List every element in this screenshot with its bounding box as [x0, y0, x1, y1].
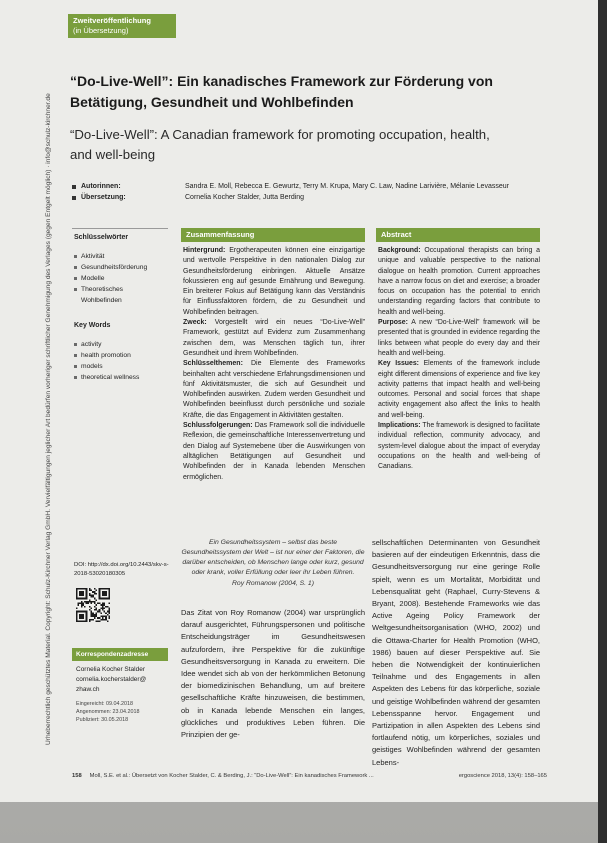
footer-journal: ergoscience 2018, 13(4): 158–165	[458, 773, 547, 779]
qr-module	[94, 591, 96, 593]
qr-module	[108, 607, 110, 609]
bullet-square-icon	[74, 288, 77, 291]
qr-module	[92, 619, 94, 621]
abstract-paragraph	[378, 421, 540, 472]
qr-module	[91, 612, 93, 614]
qr-module	[102, 619, 104, 621]
paragraph-label: Implications:	[378, 422, 421, 430]
qr-module	[100, 607, 102, 609]
date-line: Publiziert: 30.05.2018	[76, 717, 129, 723]
qr-module	[91, 619, 93, 621]
qr-module	[87, 603, 89, 605]
qr-module	[91, 596, 93, 598]
paragraph-text: Elements of the framework include eight different dimensions of experience and five key activity patterns that impact health and well-being outcomes. Personal and social forces that shape activity engagement also affect the links to health and well-being.	[378, 360, 540, 419]
qr-module	[89, 620, 91, 622]
bullet-square-icon	[72, 185, 76, 189]
qr-module	[95, 590, 97, 592]
paragraph-text: The framework is designed to facilitate individual reflection, community advocacy, and system-level dialogue about the impact of everyday occupations on the health and well-being of Canadians.	[378, 422, 540, 471]
date-line: Eingereicht: 09.04.2018	[76, 701, 133, 707]
qr-module	[104, 603, 106, 605]
bullet-square-icon	[74, 343, 77, 346]
keyword-text: Gesundheitsförderung	[81, 264, 148, 271]
correspondence-heading: Korrespondenzadresse	[72, 648, 168, 661]
bullet-square-icon	[74, 266, 77, 269]
qr-module	[82, 603, 84, 605]
copyright-margin-notice: Urheberrechtlich geschütztes Material. Copyright: Schulz-Kirchner Verlag GmbH. Vervielfältigungen jeglicher Art bedürfen vorheriger schriftlicher Genehmigung des Verlages (gegen Entgelt möglich) · info@schulz-kirchner.de	[45, 93, 52, 745]
authors-list: Sandra E. Moll, Rebecca E. Gewurtz, Terry M. Krupa, Mary C. Law, Nadine Larivière, Mélanie Levasseur	[185, 183, 509, 190]
qr-module	[94, 588, 96, 590]
qr-module	[99, 603, 101, 605]
qr-module	[105, 616, 107, 618]
qr-module	[102, 606, 104, 608]
qr-module	[99, 617, 101, 619]
qr-module	[89, 619, 91, 621]
qr-module	[95, 599, 97, 601]
qr-module	[100, 616, 102, 618]
correspondence-address	[76, 665, 168, 695]
correspondence-email-part-1: cornelia.kocherstalder@	[76, 676, 147, 683]
qr-module	[92, 601, 94, 603]
qr-module	[97, 603, 99, 605]
publication-dates	[76, 700, 168, 724]
qr-module	[94, 593, 96, 595]
page-number: 158	[72, 773, 82, 779]
qr-module	[91, 603, 93, 605]
qr-module	[104, 616, 106, 618]
keyword-item	[72, 372, 162, 383]
abstract-paragraph	[378, 318, 540, 359]
qr-module	[94, 609, 96, 611]
qr-module	[91, 590, 93, 592]
paragraph-label: Zweck:	[183, 319, 207, 327]
date-line: Angenommen: 23.04.2018	[76, 709, 140, 715]
qr-module	[79, 603, 81, 605]
qr-module	[76, 607, 78, 609]
qr-module	[105, 619, 107, 621]
abstract-paragraph	[378, 246, 540, 318]
qr-module	[91, 594, 93, 596]
qr-module	[97, 617, 99, 619]
quote-text: Ein Gesundheitssystem – selbst das beste Gesundheitssystem der Welt – ist nur einer der Faktoren, die darüber entscheiden, ob Menschen lange oder kurz, gesund oder krank, voller Erfüllung oder leer ihr Leben führen.	[181, 539, 365, 576]
abstract-heading: Abstract	[376, 228, 540, 242]
qr-module	[94, 614, 96, 616]
qr-module	[104, 607, 106, 609]
qr-module	[86, 603, 88, 605]
page-footer	[72, 772, 547, 780]
keyword-text: Aktivität	[81, 253, 105, 260]
qr-module	[92, 616, 94, 618]
qr-module	[105, 617, 107, 619]
qr-module	[91, 614, 93, 616]
title-german-line-2: Betätigung, Gesundheit und Wohlbefinden	[70, 94, 354, 110]
qr-module	[104, 611, 106, 613]
bullet-square-icon	[74, 277, 77, 280]
qr-module	[92, 591, 94, 593]
keywords-sidebar	[72, 228, 168, 397]
qr-module	[95, 609, 97, 611]
qr-module	[95, 616, 97, 618]
qr-module	[92, 614, 94, 616]
bullet-square-icon	[74, 255, 77, 258]
qr-module	[97, 611, 99, 613]
qr-module	[91, 616, 93, 618]
qr-module	[94, 603, 96, 605]
qr-module	[78, 604, 80, 606]
bullet-square-icon	[74, 376, 77, 379]
bullet-square-icon	[74, 354, 77, 357]
correspondence-email-part-2: zhaw.ch	[76, 686, 100, 693]
qr-module	[84, 606, 86, 608]
keyword-item	[72, 361, 162, 372]
qr-module	[94, 606, 96, 608]
qr-module	[104, 619, 106, 621]
keywords-english-heading: Key Words	[74, 322, 111, 329]
qr-module	[89, 601, 91, 603]
summary-paragraph	[183, 359, 365, 421]
footer-citation: Moll, S.E. et al.: Übersetzt von Kocher Stalder, C. & Berding, J.: “Do-Live-Well”: Ein kanadisches Framework ...	[89, 773, 374, 779]
qr-module	[108, 612, 110, 614]
authors-label: Autorinnen:	[81, 183, 121, 190]
paragraph-text: A new “Do-Live-Well” framework will be presented that is grounded in evidence regarding the links between what people do every day and their health and well-being.	[378, 319, 540, 357]
keyword-text: health promotion	[81, 352, 131, 359]
scan-edge	[598, 0, 607, 843]
title-english	[70, 125, 490, 165]
qr-module	[102, 609, 104, 611]
qr-module	[92, 594, 94, 596]
title-english-line-1: “Do-Live-Well”: A Canadian framework for promoting occupation, health,	[70, 127, 490, 142]
qr-module	[78, 603, 80, 605]
qr-module	[89, 609, 91, 611]
keyword-item	[72, 262, 162, 273]
qr-module	[94, 601, 96, 603]
qr-module	[105, 612, 107, 614]
zusammenfassung-text	[183, 246, 365, 483]
qr-module	[95, 604, 97, 606]
qr-module	[87, 601, 89, 603]
keyword-item	[72, 273, 162, 284]
qr-module	[81, 606, 83, 608]
keyword-text: Theoretisches Wohlbefinden	[81, 286, 124, 304]
keyword-item	[72, 284, 162, 306]
qr-module	[95, 607, 97, 609]
keyword-item	[72, 350, 162, 361]
paragraph-text: Vorgestellt wird ein neues “Do-Live-Well” Framework, gestützt auf Evidenz zum Zusammenhang zwischen dem, was Menschen täglich tun, ihrer Gesundheit und ihrem Wohlbefinden.	[183, 319, 365, 357]
qr-module	[95, 614, 97, 616]
keyword-item	[72, 251, 162, 262]
paragraph-text: Occupational therapists can bring a unique and valuable perspective to the national dialogue on health promotion. Current approaches have a narrow focus on diet and exercise; a broader focus on occupation has the potential to enrich understanding regarding factors that contribute to health and well-being.	[378, 247, 540, 316]
keyword-text: models	[81, 363, 103, 370]
qr-module	[108, 616, 110, 618]
paragraph-text: Die Elemente des Frameworks beinhalten acht verschiedene Erfahrungsdimensionen und fünf Aktivitätsmuster, die sich auf Gesundheit und Wohlbefinden auswirken. Zudem werden Gesundheit und Wohlbefinden beeinflusst durch persönliche und soziale Kräfte, die das Engagement in Aktivitäten gestalten.	[183, 360, 366, 419]
body-text-right-column: sellschaftlichen Determinanten von Gesundheit basieren auf der eindeutigen Erkenntnis, dass die Gesundheitsversorgung nur eine geringe Rolle spielt, wenn es um Mortalität, Morbidität und Lebensqualität geht (Raphael, Curry-Stevens & Bryant, 2008). Bestehende Frameworks wie das Active Ageing Policy Framework der Weltgesundheitsorganisation (WHO, 2002) und die Ottawa-Charter for Health Promotion (WHO, 1986) bauen auf dieser Perspektive auf. Sie heben die Notwendigkeit der kontinuierlichen Teilnahme und des Engagements in allen Aspekten des Lebens für das körperliche, soziale und geistige Wohlbefinden während der gesamten Lebensspanne hervor. Engagement und Partizipation in allen Aspekten des Lebens sind fortlaufend nötig, um körperliches, soziales und geistiges Wohlbefinden während der gesamten Lebens-	[372, 538, 540, 767]
qr-module	[108, 617, 110, 619]
qr-module	[108, 611, 110, 613]
doi: DOI: http://dx.doi.org/10.2443/skv-s-2018-53020180305	[74, 562, 169, 577]
title-german-line-1: “Do-Live-Well”: Ein kanadisches Framework zur Förderung von	[70, 73, 493, 89]
qr-module	[108, 609, 110, 611]
qr-module	[95, 612, 97, 614]
epigraph-quote	[181, 538, 365, 589]
paragraph-label: Purpose:	[378, 319, 408, 327]
qr-code	[76, 588, 110, 622]
translation-label: Übersetzung:	[81, 194, 126, 201]
abstract-text	[378, 246, 540, 473]
tag-line-1: Zweitveröffentlichung	[73, 16, 151, 25]
keyword-text: Modelle	[81, 275, 105, 282]
bullet-square-icon	[74, 365, 77, 368]
paragraph-label: Key Issues:	[378, 360, 419, 368]
qr-module	[107, 620, 109, 622]
qr-module	[99, 611, 101, 613]
keywords-german-list	[72, 251, 162, 306]
qr-module	[107, 606, 109, 608]
qr-module	[89, 599, 91, 601]
translators-list: Cornelia Kocher Stalder, Jutta Berding	[185, 194, 305, 201]
qr-module	[100, 604, 102, 606]
bullet-square-icon	[72, 196, 76, 200]
qr-module	[91, 607, 93, 609]
qr-module	[94, 616, 96, 618]
abstract-paragraph	[378, 359, 540, 421]
qr-module	[95, 593, 97, 595]
qr-module	[81, 603, 83, 605]
qr-module	[89, 590, 91, 592]
summary-paragraph	[183, 246, 365, 318]
keyword-text: theoretical wellness	[81, 374, 140, 381]
qr-module	[105, 606, 107, 608]
qr-module	[100, 619, 102, 621]
qr-module	[86, 601, 88, 603]
qr-module	[99, 620, 101, 622]
zusammenfassung-heading: Zusammenfassung	[181, 228, 365, 242]
qr-module	[94, 598, 96, 600]
qr-module	[102, 616, 104, 618]
qr-module	[104, 604, 106, 606]
qr-module	[102, 603, 104, 605]
qr-module	[102, 604, 104, 606]
qr-module	[91, 611, 93, 613]
qr-module	[82, 604, 84, 606]
qr-module	[89, 606, 91, 608]
qr-module	[81, 601, 83, 603]
body-text-left-column: Das Zitat von Roy Romanow (2004) war ursprünglich darauf ausgerichtet, Führungspersonen und politische Entscheidungsträger im Gesundheitswesen aufzufordern, ihre Perspektive für die zukünftige Gesundheitsversorgung in Kanada zu erweitern. Die Idee wendet sich ab von der herkömmlichen Betonung der biomedizinischen Behandlung, um auf breitere gesellschaftliche Kräfte hinzuweisen, die bestimmen, ob in Kanada lebende Menschen ein langes, glückliches und produktives Leben führen. Die Prinzipien der ge-	[181, 608, 365, 740]
publication-type-tag	[68, 14, 176, 38]
qr-module	[102, 591, 107, 596]
title-german	[70, 71, 493, 113]
keyword-item	[72, 339, 162, 350]
summary-paragraph	[183, 421, 365, 483]
paragraph-label: Background:	[378, 247, 421, 254]
keywords-german-heading: Schlüsselwörter	[74, 234, 129, 241]
paragraph-text: Das Framework soll die individuelle Reflexion, die gemeinschaftliche Interessenvertretung und den Dialog auf Systemebene über die Auswirkungen von alltäglichen Betätigungen auf Gesundheit und Wohlbefinden der in Kanada lebenden Menschen ermöglichen.	[183, 422, 365, 481]
qr-module	[94, 617, 96, 619]
keyword-text: activity	[81, 341, 102, 348]
qr-module	[89, 593, 91, 595]
quote-attribution: Roy Romanow (2004, S. 1)	[232, 580, 314, 587]
paragraph-label: Schlüsselthemen:	[183, 360, 243, 368]
qr-module	[92, 612, 94, 614]
qr-module	[79, 614, 84, 619]
qr-module	[102, 617, 104, 619]
paragraph-label: Hintergrund:	[183, 247, 226, 254]
qr-module	[97, 620, 99, 622]
qr-module	[89, 588, 91, 590]
tag-line-2: (in Übersetzung)	[73, 26, 129, 35]
paragraph-text: Ergotherapeuten können eine einzigartige und wertvolle Perspektive in den nationalen Dialog zur Gesundheitsförderung einbringen. Aktuelle Ansätze fokussieren eng auf gesunde Ernährung und Bewegung. Ein breiterer Fokus auf Betätigung kann das Verständnis für Einflussfaktoren fördern, die zu Gesundheit und Wohlbefinden beitragen.	[183, 247, 365, 316]
qr-module	[79, 591, 84, 596]
qr-module	[108, 603, 110, 605]
qr-module	[107, 611, 109, 613]
title-english-line-2: and well-being	[70, 147, 156, 162]
correspondence-name: Cornelia Kocher Stalder	[76, 666, 146, 673]
qr-module	[102, 607, 104, 609]
summary-paragraph	[183, 318, 365, 359]
qr-module	[84, 601, 86, 603]
qr-module	[107, 614, 109, 616]
qr-module	[89, 594, 91, 596]
qr-module	[91, 601, 93, 603]
paragraph-label: Schlussfolgerungen:	[183, 422, 253, 430]
qr-module	[95, 620, 97, 622]
keywords-english-list	[72, 339, 162, 383]
qr-module	[99, 609, 101, 611]
qr-module	[92, 596, 94, 598]
qr-module	[100, 612, 102, 614]
qr-module	[81, 604, 83, 606]
